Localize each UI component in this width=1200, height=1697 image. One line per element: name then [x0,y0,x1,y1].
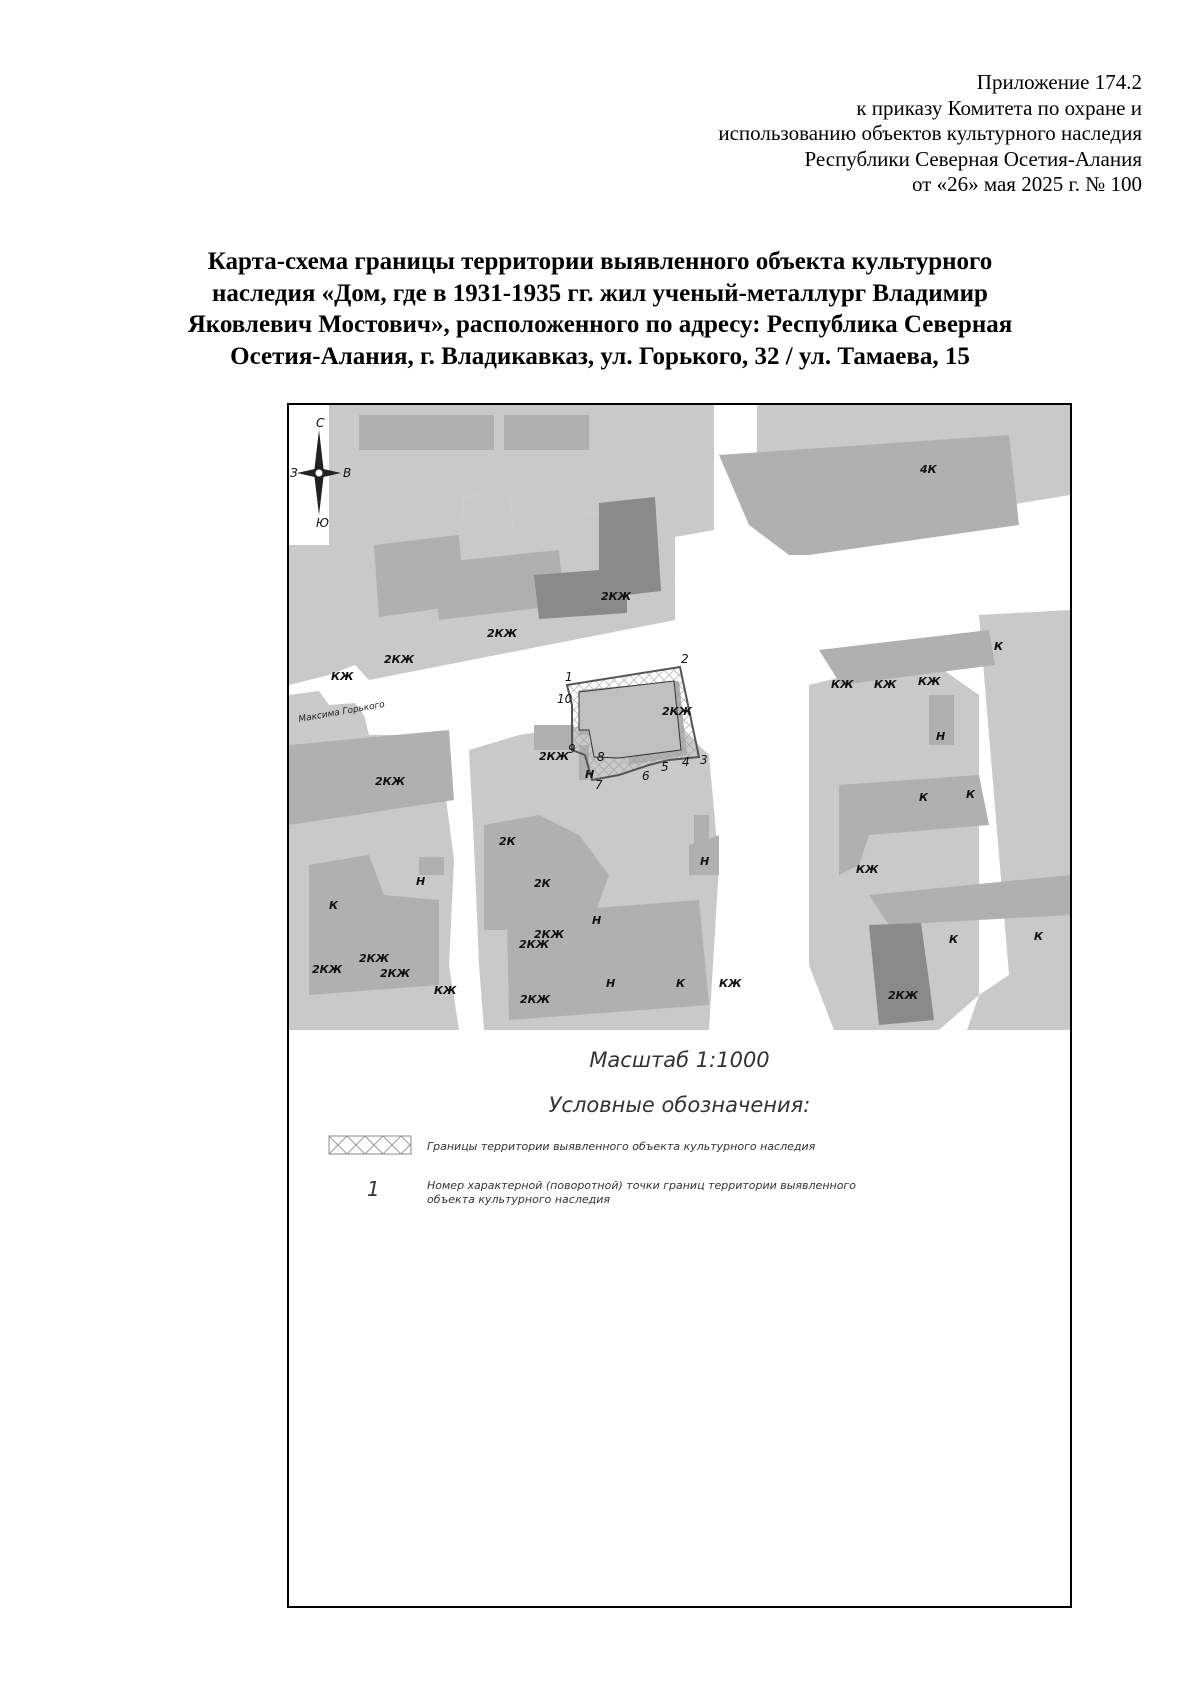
heritage-building [579,681,681,758]
appendix-line: к приказу Комитета по охране и [856,95,1142,120]
boundary-point-label: 5 [661,760,669,774]
building-label: 2КЖ [384,653,415,666]
building [419,857,444,875]
building-label: Н [592,914,602,927]
boundary-point-label: 1 [565,670,573,684]
building-label: 2КЖ [380,967,411,980]
title-line: наследия «Дом, где в 1931-1935 гг. жил ученый-металлург Владимир [212,279,988,307]
building-label: 2КЖ [487,627,518,640]
building [504,415,589,450]
building-label: 4К [920,463,937,476]
building-label: КЖ [831,678,854,691]
title-line: Карта-схема границы территории выявленного объекта культурного [207,248,993,275]
building-label: 2КЖ [375,775,406,788]
compass-south-label: Ю [316,516,329,530]
building [359,415,494,450]
boundary-point-label: 4 [682,755,690,769]
boundary-point-label: 8 [597,750,605,764]
appendix-line: от «26» мая 2025 г. № 100 [911,172,1142,197]
building-label: К [1034,930,1043,943]
building-label: Н [606,977,616,990]
building-label: КЖ [434,984,457,997]
appendix-line: использованию объектов культурного наследия [718,121,1142,146]
appendix-line: Приложение 174.2 [976,70,1142,94]
legend-boundary-symbol [328,1135,412,1155]
legend-title: Условные обозначения: [548,1093,811,1117]
title-line: Яковлевич Мостович», расположенного по адресу: Республика Северная [187,311,1013,338]
boundary-point-label: 9 [568,742,576,756]
map-scale: Масштаб 1:1000 [589,1048,770,1072]
building-label: К [919,791,928,804]
building-label: 2КЖ [601,590,632,603]
legend-item-text: Номер характерной (поворотной) точки границ территории выявленного объекта культурного наследия [427,1179,856,1206]
boundary-point-label: 2 [681,652,689,666]
building-label: Н [585,768,595,781]
building-label: 2КЖ [359,952,390,965]
building-label: 2К [534,877,551,890]
building-label: К [676,977,685,990]
boundary-point-label: 10 [557,692,573,706]
building-label: Н [416,875,426,888]
building-label: 2КЖ [520,993,551,1006]
building-label: К [949,933,958,946]
boundary-point-label: 7 [595,778,603,792]
building-label: К [966,788,975,801]
compass-west-label: З [290,466,298,480]
appendix-line: Республики Северная Осетия-Алания [804,146,1142,171]
building-label: КЖ [918,675,941,688]
building-label: К [994,640,1003,653]
building-label: 2КЖ [312,963,343,976]
block [289,545,329,685]
boundary-point-label: 3 [700,753,708,767]
document-title [60,246,1140,372]
compass-north-label: С [316,416,325,430]
building-label: 2КЖ [888,989,919,1002]
appendix-block [442,70,1142,198]
building-label: Н [936,730,946,743]
building-label: 2КЖ [662,705,693,718]
building-label: 2КЖ [519,938,550,951]
building [694,815,709,845]
building-label: К [329,899,338,912]
legend-point-number-symbol: 1 [367,1177,380,1201]
building-label: 2КЖ [534,928,565,941]
building-label: КЖ [719,977,742,990]
building-label: КЖ [856,863,879,876]
compass-center [315,469,323,477]
map-frame [287,403,1072,1608]
map-canvas[interactable] [289,405,1070,1030]
building-label: КЖ [874,678,897,691]
compass-east-label: В [343,466,352,480]
building-label: 2КЖ [539,750,570,763]
legend-item-text: Границы территории выявленного объекта культурного наследия [427,1140,816,1153]
title-line: Осетия-Алания, г. Владикавказ, ул. Горького, 32 / ул. Тамаева, 15 [230,342,970,370]
building-label: КЖ [331,670,354,683]
building-label: 2К [499,835,516,848]
building-label: Н [700,855,710,868]
boundary-point-label: 6 [642,769,650,783]
street-label: Максима Горького [297,699,386,725]
